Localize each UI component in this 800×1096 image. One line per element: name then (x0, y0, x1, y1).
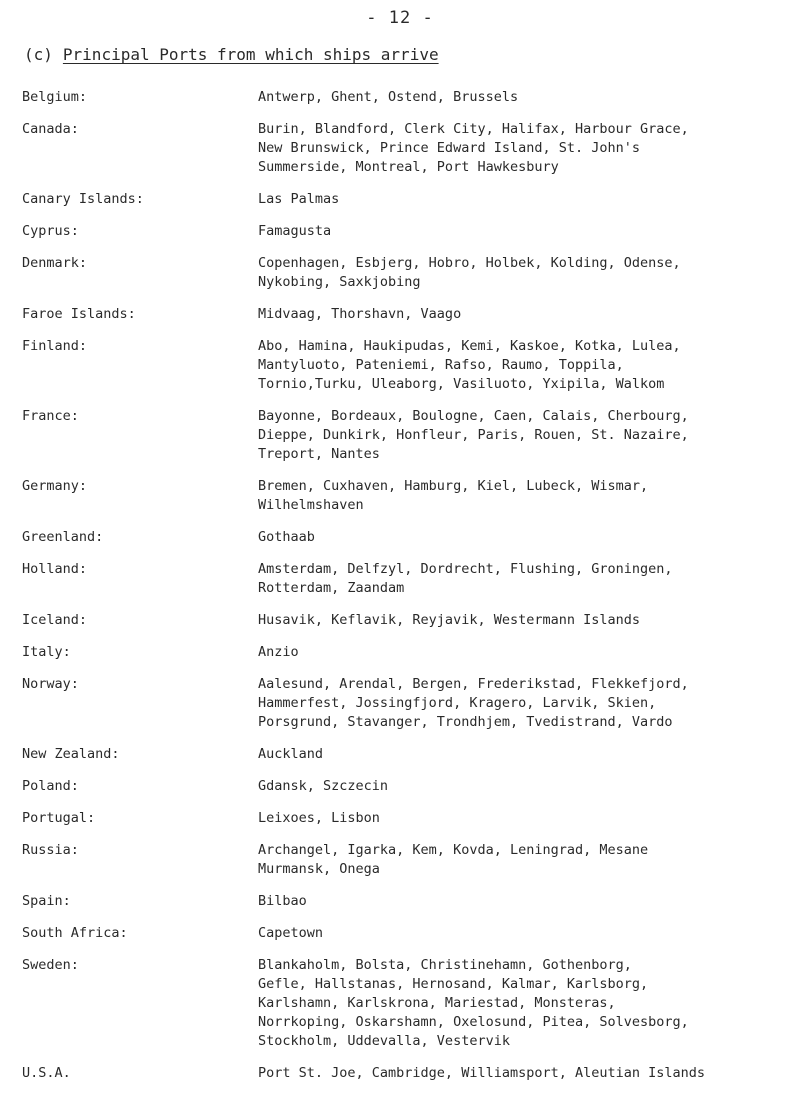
country-name: South Africa: (22, 925, 128, 941)
port-line: Wilhelmshaven (258, 497, 364, 513)
port-line: Porsgrund, Stavanger, Trondhjem, Tvedistrand, Vardo (258, 714, 673, 730)
country-name: France: (22, 408, 79, 424)
port-list (258, 892, 792, 911)
country-entry (22, 777, 792, 796)
country-entry (22, 643, 792, 662)
port-line: Archangel, Igarka, Kem, Kovda, Leningrad, Mesane (258, 842, 649, 858)
port-line: Gefle, Hallstanas, Hernosand, Kalmar, Karlsborg, (258, 976, 649, 992)
port-list (258, 88, 792, 107)
country-entry (22, 560, 792, 598)
port-list (258, 190, 792, 209)
port-line: Bayonne, Bordeaux, Boulogne, Caen, Calais, Cherbourg, (258, 408, 689, 424)
country-entry (22, 675, 792, 732)
port-list (258, 924, 792, 943)
port-line: Summerside, Montreal, Port Hawkesbury (258, 159, 559, 175)
port-list (258, 809, 792, 828)
section-label: (c) (24, 45, 53, 64)
port-line: Antwerp, Ghent, Ostend, Brussels (258, 89, 519, 105)
port-line: Anzio (258, 644, 299, 660)
port-line: Rotterdam, Zaandam (258, 580, 405, 596)
country-entry (22, 254, 792, 292)
port-line: Leixoes, Lisbon (258, 810, 380, 826)
port-list (258, 337, 792, 394)
port-line: Karlshamn, Karlskrona, Mariestad, Monsteras, (258, 995, 616, 1011)
port-line: Midvaag, Thorshavn, Vaago (258, 306, 462, 322)
port-line: Gdansk, Szczecin (258, 778, 389, 794)
port-line: Norrkoping, Oskarshamn, Oxelosund, Pitea, Solvesborg, (258, 1014, 689, 1030)
port-line: Las Palmas (258, 191, 340, 207)
country-name: Italy: (22, 644, 71, 660)
port-list (258, 1064, 792, 1083)
port-line: Tornio,Turku, Uleaborg, Vasiluoto, Yxipila, Walkom (258, 376, 665, 392)
page-number: - 12 - (366, 8, 434, 28)
country-name: Canary Islands: (22, 191, 144, 207)
port-line: Dieppe, Dunkirk, Honfleur, Paris, Rouen, St. Nazaire, (258, 427, 689, 443)
port-list (258, 407, 792, 464)
port-list (258, 560, 792, 598)
port-list (258, 120, 792, 177)
port-line: Blankaholm, Bolsta, Christinehamn, Gothenborg, (258, 957, 632, 973)
country-entry (22, 892, 792, 911)
port-list (258, 477, 792, 515)
country-entry (22, 190, 792, 209)
port-line: Burin, Blandford, Clerk City, Halifax, Harbour Grace, (258, 121, 689, 137)
port-line: Bremen, Cuxhaven, Hamburg, Kiel, Lubeck, Wismar, (258, 478, 649, 494)
port-line: Mantyluoto, Pateniemi, Rafso, Raumo, Toppila, (258, 357, 624, 373)
country-entry (22, 528, 792, 547)
section-title: Principal Ports from which ships arrive (62, 45, 439, 64)
port-line: Copenhagen, Esbjerg, Hobro, Holbek, Kolding, Odense, (258, 255, 681, 271)
country-entry (22, 305, 792, 324)
port-line: Aalesund, Arendal, Bergen, Frederikstad, Flekkefjord, (258, 676, 689, 692)
country-entry (22, 222, 792, 241)
country-name: Finland: (22, 338, 88, 354)
port-line: Stockholm, Uddevalla, Vestervik (258, 1033, 510, 1049)
country-name: U.S.A. (22, 1065, 71, 1081)
country-entry (22, 809, 792, 828)
port-list (258, 777, 792, 796)
ports-table (22, 88, 792, 1096)
country-name: Norway: (22, 676, 79, 692)
country-entry (22, 611, 792, 630)
port-line: Bilbao (258, 893, 307, 909)
port-line: Abo, Hamina, Haukipudas, Kemi, Kaskoe, Kotka, Lulea, (258, 338, 681, 354)
country-name: Greenland: (22, 529, 104, 545)
country-name: Spain: (22, 893, 71, 909)
country-name: New Zealand: (22, 746, 120, 762)
country-name: Denmark: (22, 255, 88, 271)
country-entry (22, 1064, 792, 1083)
port-list (258, 745, 792, 764)
country-entry (22, 337, 792, 394)
country-name: Germany: (22, 478, 88, 494)
country-name: Holland: (22, 561, 88, 577)
port-line: Murmansk, Onega (258, 861, 380, 877)
country-entry (22, 88, 792, 107)
country-name: Sweden: (22, 957, 79, 973)
country-name: Faroe Islands: (22, 306, 136, 322)
port-line: Famagusta (258, 223, 332, 239)
port-line: Husavik, Keflavik, Reyjavik, Westermann Islands (258, 612, 641, 628)
section-heading (24, 45, 439, 64)
port-list (258, 254, 792, 292)
port-list (258, 222, 792, 241)
country-entry (22, 745, 792, 764)
port-line: Nykobing, Saxkjobing (258, 274, 421, 290)
port-line: New Brunswick, Prince Edward Island, St. John's (258, 140, 641, 156)
country-name: Portugal: (22, 810, 96, 826)
country-entry (22, 407, 792, 464)
country-name: Poland: (22, 778, 79, 794)
port-line: Hammerfest, Jossingfjord, Kragero, Larvik, Skien, (258, 695, 657, 711)
port-line: Auckland (258, 746, 324, 762)
country-name: Cyprus: (22, 223, 79, 239)
port-list (258, 841, 792, 879)
country-name: Belgium: (22, 89, 88, 105)
port-list (258, 956, 792, 1051)
port-line: Gothaab (258, 529, 315, 545)
port-list (258, 643, 792, 662)
country-name: Iceland: (22, 612, 88, 628)
country-entry (22, 924, 792, 943)
country-entry (22, 120, 792, 177)
port-list (258, 675, 792, 732)
port-list (258, 528, 792, 547)
country-name: Canada: (22, 121, 79, 137)
country-entry (22, 841, 792, 879)
country-name: Russia: (22, 842, 79, 858)
port-line: Amsterdam, Delfzyl, Dordrecht, Flushing, Groningen, (258, 561, 673, 577)
port-list (258, 305, 792, 324)
port-list (258, 611, 792, 630)
port-line: Capetown (258, 925, 324, 941)
port-line: Port St. Joe, Cambridge, Williamsport, Aleutian Islands (258, 1065, 706, 1081)
country-entry (22, 956, 792, 1051)
country-entry (22, 477, 792, 515)
port-line: Treport, Nantes (258, 446, 380, 462)
